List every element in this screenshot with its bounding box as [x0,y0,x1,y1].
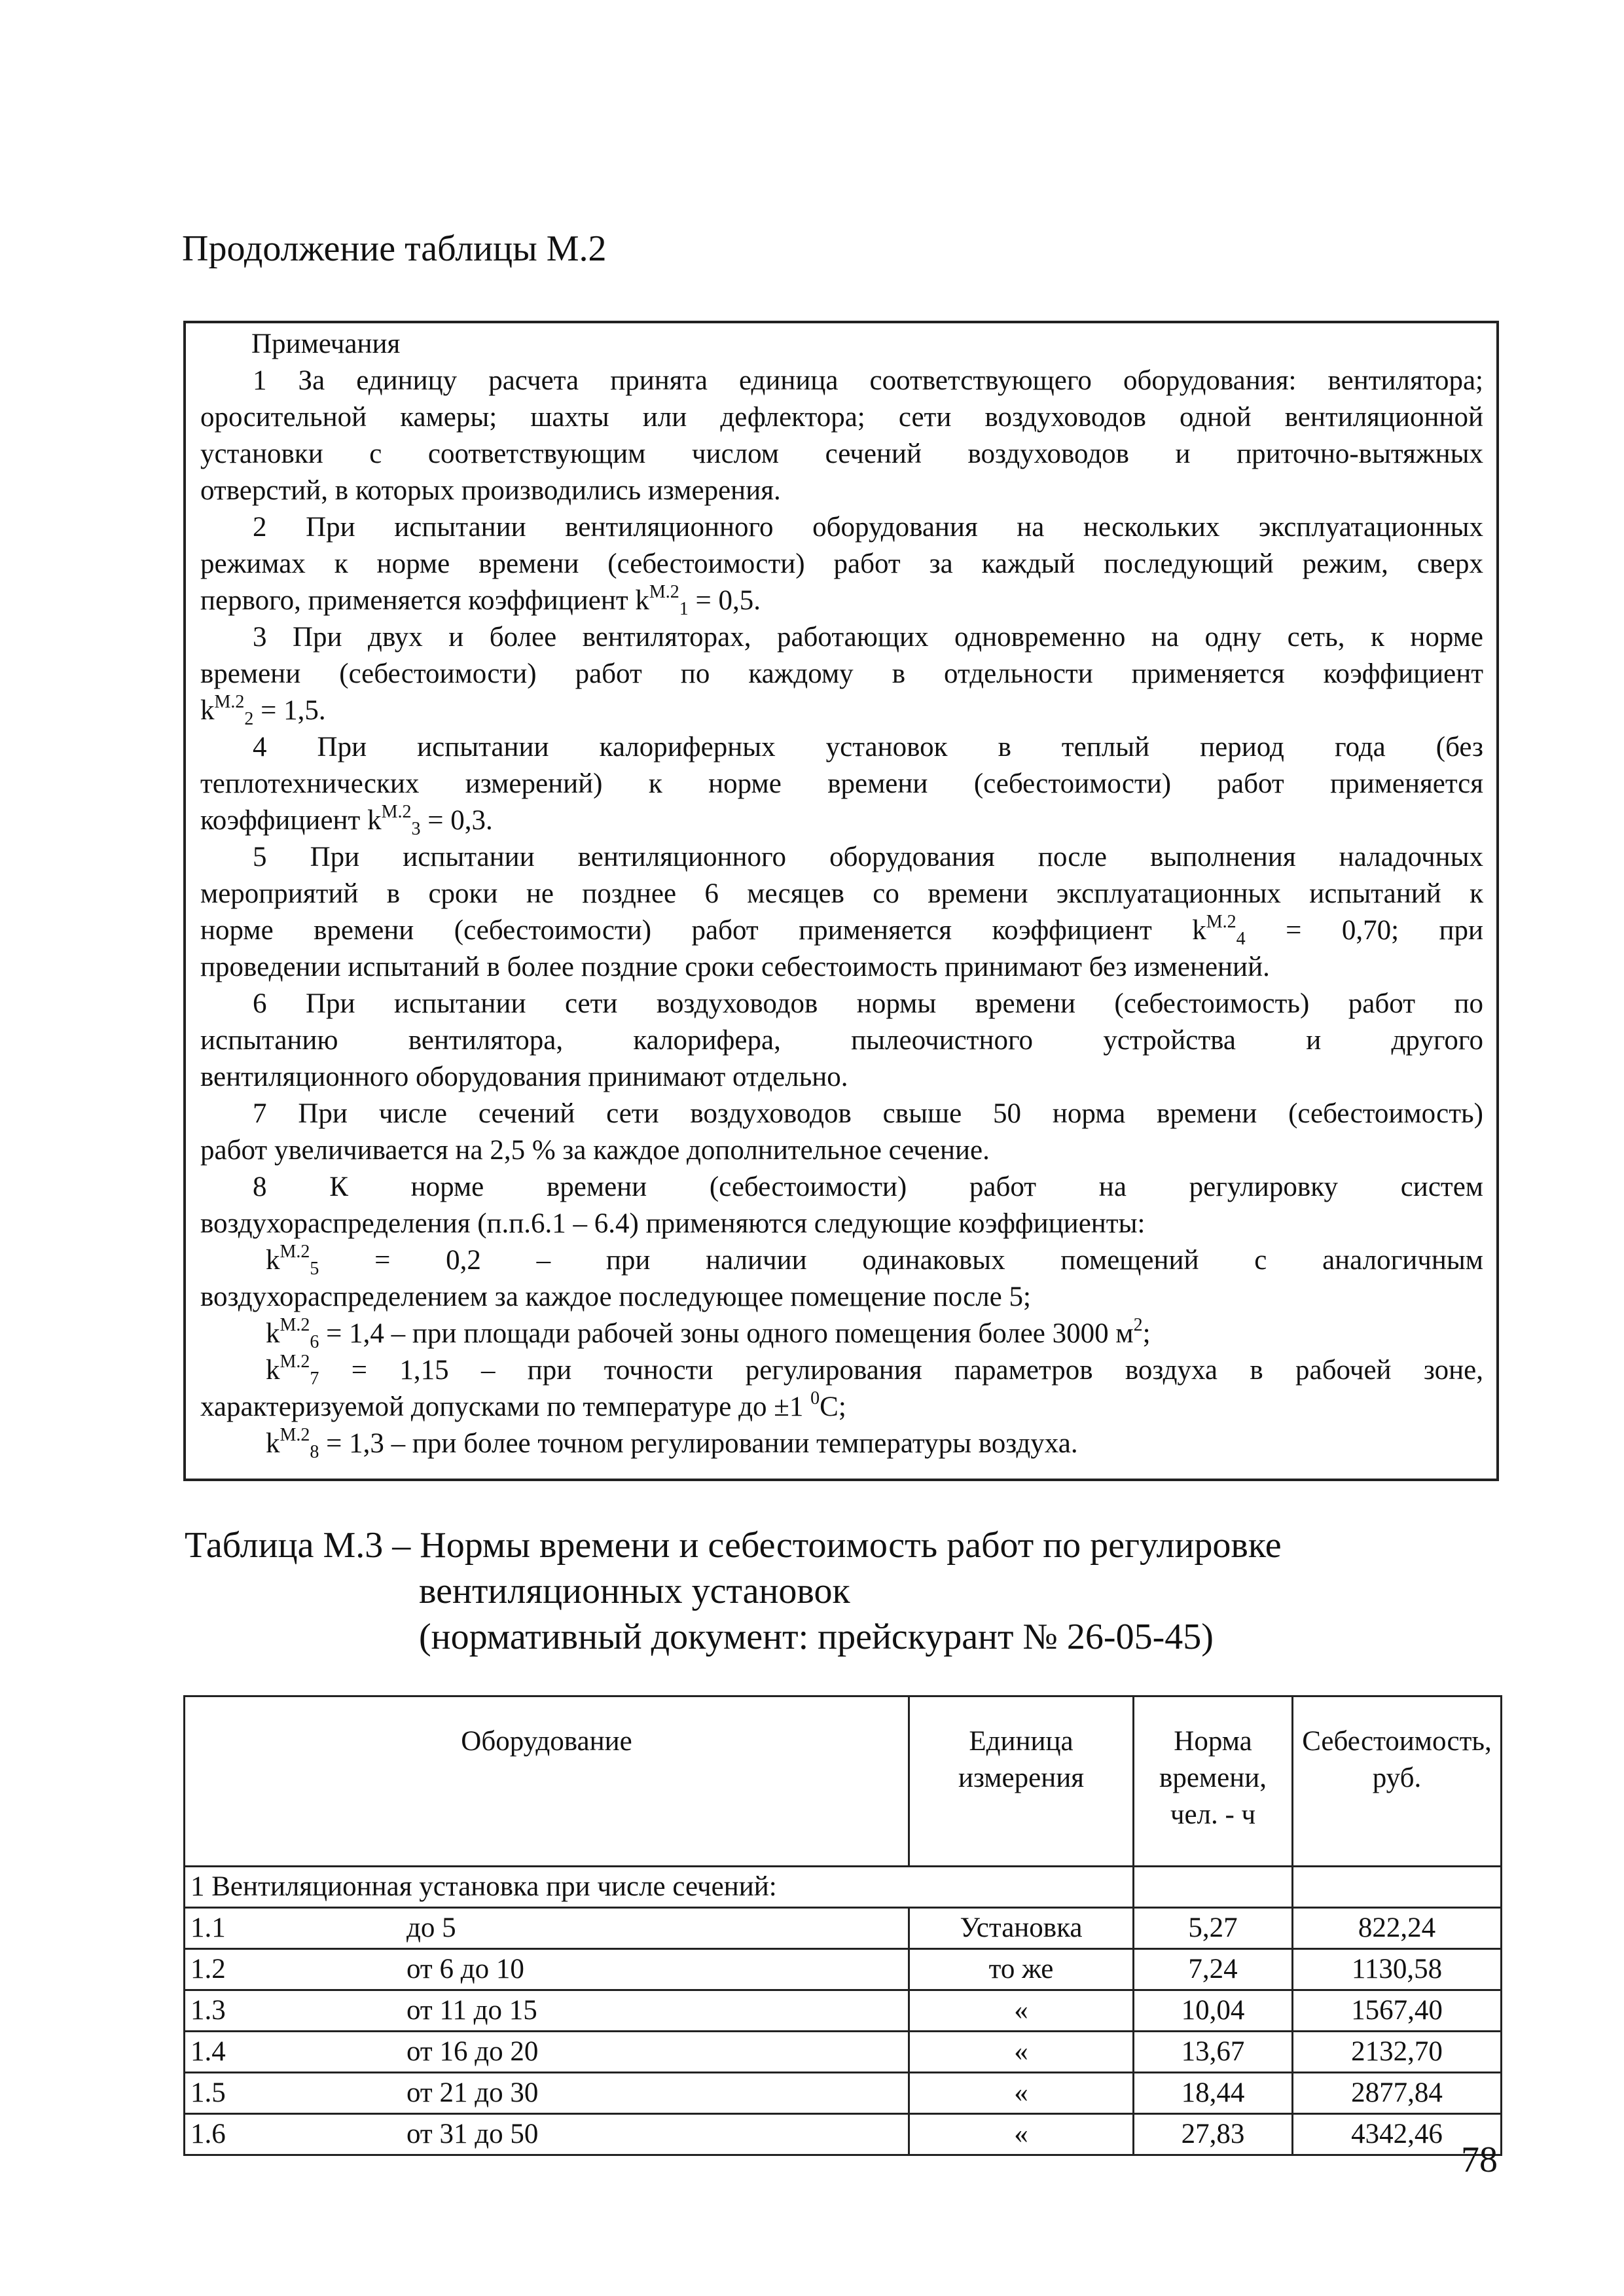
coefficient-k8-line: $k^{М.2}_8 = 1,3$ – при более точном регулировании температуры воздуха. [266,1425,1078,1462]
coefficient-k3: $k^{М.2}_3 = 0,3$. [367,802,493,839]
group-label: 1 Вентиляционная установка при числе сечений: [185,1867,1134,1908]
coefficient-k5: $k^{М.2}_5 = 0,2$ [266,1242,481,1279]
coefficient-k5-line: $k^{М.2}_5 = 0,2$ – при наличии одинаковых помещений с аналогичным [266,1242,1483,1279]
table-title-line2: вентиляционных установок [419,1571,850,1611]
coefficient-k7-line: $k^{М.2}_7 = 1,15$ – при точности регулирования параметров воздуха в рабочей зоне, [266,1352,1483,1389]
header-norm: Норма времени, чел. - ч [1134,1696,1293,1867]
note-line: проведении испытаний в более поздние сроки себестоимость принимают без изменений. [200,952,1270,982]
note-line: 2 При испытании вентиляционного оборудования на нескольких эксплуатационных [253,512,1483,543]
table-row: 1.2 от 6 до 10 то же 7,24 1130,58 [185,1949,1502,1990]
note-line: оросительной камеры; шахты или дефлектора; сети воздуховодов одной вентиляционной [200,402,1483,433]
note-line: 3 При двух и более вентиляторах, работающих одновременно на одну сеть, к норме [253,622,1483,653]
note-line: воздухораспределения (п.п.6.1 – 6.4) применяются следующие коэффициенты: [200,1208,1146,1239]
header-unit: Единица измерения [909,1696,1134,1867]
data-table [183,1695,1502,2156]
table-row: 1.1 до 5 Установка 5,27 822,24 [185,1908,1502,1949]
note-line: вентиляционного оборудования принимают отдельно. [200,1062,848,1092]
table-row: 1.3 от 11 до 15 « 10,04 1567,40 [185,1990,1502,2032]
note-line: работ увеличивается на 2,5 % за каждое дополнительное сечение. [200,1135,990,1166]
note-line: коэффициент $k^{М.2}_3 = 0,3$. [200,802,493,839]
note-line: испытанию вентилятора, калорифера, пылеочистного устройства и другого [200,1025,1483,1056]
note-line: характеризуемой допусками по температуре до ±1 $^0$С; [200,1388,846,1422]
note-line: теплотехнических измерений) к норме времени (себестоимости) работ применяется [200,768,1483,799]
coefficient-k8: $k^{М.2}_8 = 1,3$ [266,1425,384,1462]
note-line: норме времени (себестоимости) работ применяется коэффициент $k^{М.2}_4 = 0,70$; при [200,912,1483,949]
note-line: времени (себестоимости) работ по каждому в отдельности применяется коэффициент [200,658,1483,689]
note-line: мероприятий в сроки не позднее 6 месяцев со времени эксплуатационных испытаний к [200,878,1483,909]
coefficient-k6-line: $k^{М.2}_6 = 1,4$ – при площади рабочей зоны одного помещения более 3000 $м^2$; [266,1315,1151,1352]
note-line: 1 За единицу расчета принята единица соответствующего оборудования: вентилятора; [253,365,1483,396]
note-line: 8 К норме времени (себестоимости) работ на регулировку систем [253,1172,1483,1202]
table-title-line3: (нормативный документ: прейскурант № 26-05-45) [419,1617,1214,1657]
notes-heading: Примечания [251,329,401,359]
note-line: воздухораспределением за каждое последующее помещение после 5; [200,1282,1031,1312]
header-equipment: Оборудование [185,1696,909,1867]
note-line: режимах к норме времени (себестоимости) работ за каждый последующий режим, сверх [200,548,1483,579]
table-row: 1.6 от 31 до 50 « 27,83 4342,46 [185,2114,1502,2155]
coefficient-k4: $k^{М.2}_4 = 0,70$; при [1192,912,1483,949]
page-number: 78 [1461,2140,1498,2180]
table-title: Таблица М.3 – Нормы времени и себестоимость работ по регулировке [185,1525,1282,1566]
table-row: 1.4 от 16 до 20 « 13,67 2132,70 [185,2032,1502,2073]
coefficient-k1: $k^{М.2}_1 = 0,5$. [635,582,761,619]
note-line: 6 При испытании сети воздуховодов нормы времени (себестоимость) работ по [253,988,1483,1019]
note-line: 7 При числе сечений сети воздуховодов свыше 50 норма времени (себестоимость) [253,1098,1483,1129]
coefficient-k2: $k^{М.2}_2 = 1,5$. [200,692,326,729]
header-cost: Себестоимость, руб. [1293,1696,1502,1867]
note-line: отверстий, в которых производились измерения. [200,475,781,506]
coefficient-k6: $k^{М.2}_6 = 1,4$ [266,1315,384,1352]
table-row: 1.5 от 21 до 30 « 18,44 2877,84 [185,2073,1502,2114]
notes-box [183,321,1499,1481]
table-header-row [185,1696,1502,1867]
coefficient-k7: $k^{М.2}_7 = 1,15$ [266,1352,449,1389]
note-line: первого, применяется коэффициент $k^{М.2}_1 = 0,5$. [200,582,761,619]
table-group-row [185,1867,1502,1908]
continuation-title: Продолжение таблицы М.2 [182,228,607,269]
note-line: установки с соответствующим числом сечений воздуховодов и приточно-вытяжных [200,439,1483,469]
note-line: 4 При испытании калориферных установок в теплый период года (без [253,732,1483,762]
note-line: 5 При испытании вентиляционного оборудования после выполнения наладочных [253,842,1483,872]
